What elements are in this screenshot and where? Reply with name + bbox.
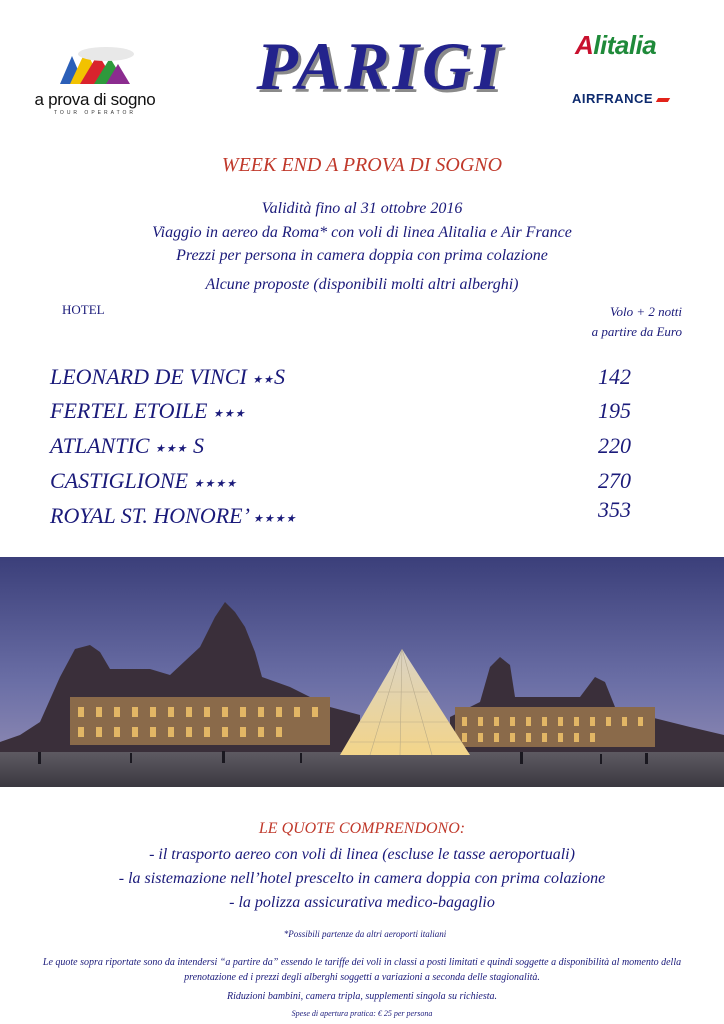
star-rating-icon: ★★★★ [253, 513, 297, 525]
hotel-price: 353 [598, 497, 631, 522]
reductions-note: Riduzioni bambini, camera tripla, supplementi singola su richiesta. [227, 991, 497, 1002]
hotel-price: 220 [598, 433, 631, 458]
airfrance-logo [572, 91, 669, 106]
alitalia-logo-initial: A [575, 30, 594, 60]
hotel-name [50, 398, 246, 424]
hotel-row [50, 433, 640, 465]
tour-sub: TOUR OPERATOR [53, 110, 137, 116]
hotel-suffix: S [274, 364, 285, 389]
hotel-suffix: S [187, 433, 205, 458]
hotel-price: 195 [598, 398, 631, 423]
page-title: PARIGI [256, 28, 504, 104]
hotel-name-text: FERTEL ETOILE [50, 398, 213, 423]
tour-operator-logo [20, 42, 170, 120]
alitalia-logo [575, 30, 656, 61]
validity-line: Validità fino al 31 ottobre 2016 [261, 200, 463, 217]
price-info-line: Prezzi per persona in camera doppia con prima colazione [176, 247, 548, 264]
hotel-name [50, 503, 296, 529]
hotel-row [50, 468, 640, 500]
hotel-price: 142 [598, 364, 631, 389]
subtitle: WEEK END A PROVA DI SOGNO [221, 154, 503, 176]
star-rating-icon: ★★ [252, 374, 274, 386]
star-rating-icon: ★★★ [213, 408, 246, 420]
tour-brand: a prova di sogno [34, 90, 156, 109]
hotel-price: 270 [598, 468, 631, 493]
hotel-row [50, 364, 640, 396]
quote-item: - il trasporto aereo con voli di linea (escluse le tasse aeroportuali) [149, 846, 575, 863]
louvre-panorama-image [0, 557, 724, 787]
hotel-name [50, 364, 285, 390]
footnote: *Possibili partenze da altri aeroporti italiani [283, 929, 447, 939]
airfrance-logo-text: AIRFRANCE [572, 91, 654, 106]
airfrance-stripe-icon [656, 98, 670, 102]
price-header-line2: a partire da Euro [591, 324, 682, 339]
hotel-row [50, 398, 640, 430]
quote-item: - la polizza assicurativa medico-bagaglio [229, 894, 495, 911]
disclaimer: Le quote sopra riportate sono da intendersi “a partire da” essendo le tariffe dei voli in classi a posti limitati e quindi soggette a disponibilità al momento della prenotazione ed i prezzi degli alberghi soggetti a variazioni a seconda delle stagionalità. [42, 957, 682, 983]
hotel-column-header: HOTEL [62, 302, 105, 317]
price-column-header [540, 302, 682, 342]
hotel-row [50, 497, 640, 535]
hotel-name [50, 468, 237, 494]
proposals-line: Alcune proposte (disponibili molti altri alberghi) [205, 276, 519, 293]
flight-line: Viaggio in aereo da Roma* con voli di linea Alitalia e Air France [152, 224, 572, 241]
quote-item: - la sistemazione nell’hotel prescelto in camera doppia con prima colazione [118, 870, 606, 887]
hotel-name-text: ROYAL ST. HONORE’ [50, 503, 254, 528]
hotel-name [50, 433, 204, 459]
rainbow-logo-icon [20, 42, 170, 92]
star-rating-icon: ★★★★ [193, 478, 238, 490]
fees-note: Spese di apertura pratica: € 25 per persona [291, 1009, 433, 1018]
alitalia-logo-rest: litalia [593, 30, 657, 60]
quotes-title: LE QUOTE COMPRENDONO: [258, 820, 466, 837]
hotel-name-text: ATLANTIC [50, 433, 155, 458]
hotel-name-text: CASTIGLIONE [50, 468, 194, 493]
price-header-line1: Volo + 2 notti [610, 304, 682, 319]
star-rating-icon: ★★★ [154, 443, 188, 455]
hotel-name-text: LEONARD DE VINCI [50, 364, 253, 389]
